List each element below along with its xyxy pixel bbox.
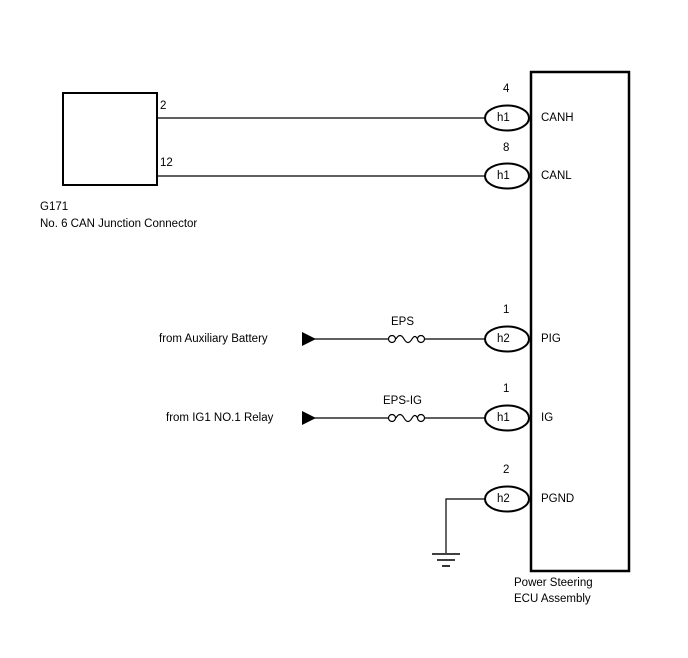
signal-label-pig: PIG bbox=[541, 333, 561, 345]
connector-code-canh: h1 bbox=[497, 112, 510, 124]
connector-description: No. 6 CAN Junction Connector bbox=[40, 218, 198, 230]
connector-code-canl: h1 bbox=[497, 170, 510, 182]
fuse-label-eps: EPS bbox=[391, 316, 415, 328]
signal-label-canh: CANH bbox=[541, 112, 574, 124]
arrow-head-icon-ig bbox=[302, 411, 316, 425]
ecu-name-line1: Power Steering bbox=[514, 577, 593, 589]
connector-block-g171 bbox=[63, 93, 157, 185]
signal-label-canl: CANL bbox=[541, 170, 572, 182]
pin-number-canh: 4 bbox=[503, 83, 510, 95]
fuse-symbol-icon-eps-ig bbox=[389, 415, 425, 422]
pin-number-ig: 1 bbox=[503, 383, 510, 395]
fuse-symbol-icon-eps bbox=[389, 336, 425, 343]
fuse-label-eps-ig: EPS-IG bbox=[383, 395, 422, 407]
connector-name-g171: G171 bbox=[40, 201, 69, 213]
connector-code-pgnd: h2 bbox=[497, 493, 510, 505]
connector-code-pig: h2 bbox=[497, 333, 510, 345]
wire-pgnd bbox=[446, 499, 489, 553]
connector-code-ig: h1 bbox=[497, 412, 510, 424]
arrow-head-icon-pig bbox=[302, 332, 316, 346]
connector-terminal-12-label: 12 bbox=[160, 157, 173, 169]
pin-number-pgnd: 2 bbox=[503, 464, 510, 476]
source-label-auxiliary-battery: from Auxiliary Battery bbox=[159, 333, 268, 345]
pin-number-pig: 1 bbox=[503, 304, 510, 316]
signal-label-pgnd: PGND bbox=[541, 493, 575, 505]
ecu-name-line2: ECU Assembly bbox=[514, 593, 591, 605]
ground-symbol-icon bbox=[432, 554, 460, 566]
pin-number-canl: 8 bbox=[503, 142, 510, 154]
signal-label-ig: IG bbox=[541, 412, 554, 424]
connector-terminal-2-label: 2 bbox=[160, 100, 167, 112]
source-label-ig1-relay: from IG1 NO.1 Relay bbox=[166, 412, 274, 424]
